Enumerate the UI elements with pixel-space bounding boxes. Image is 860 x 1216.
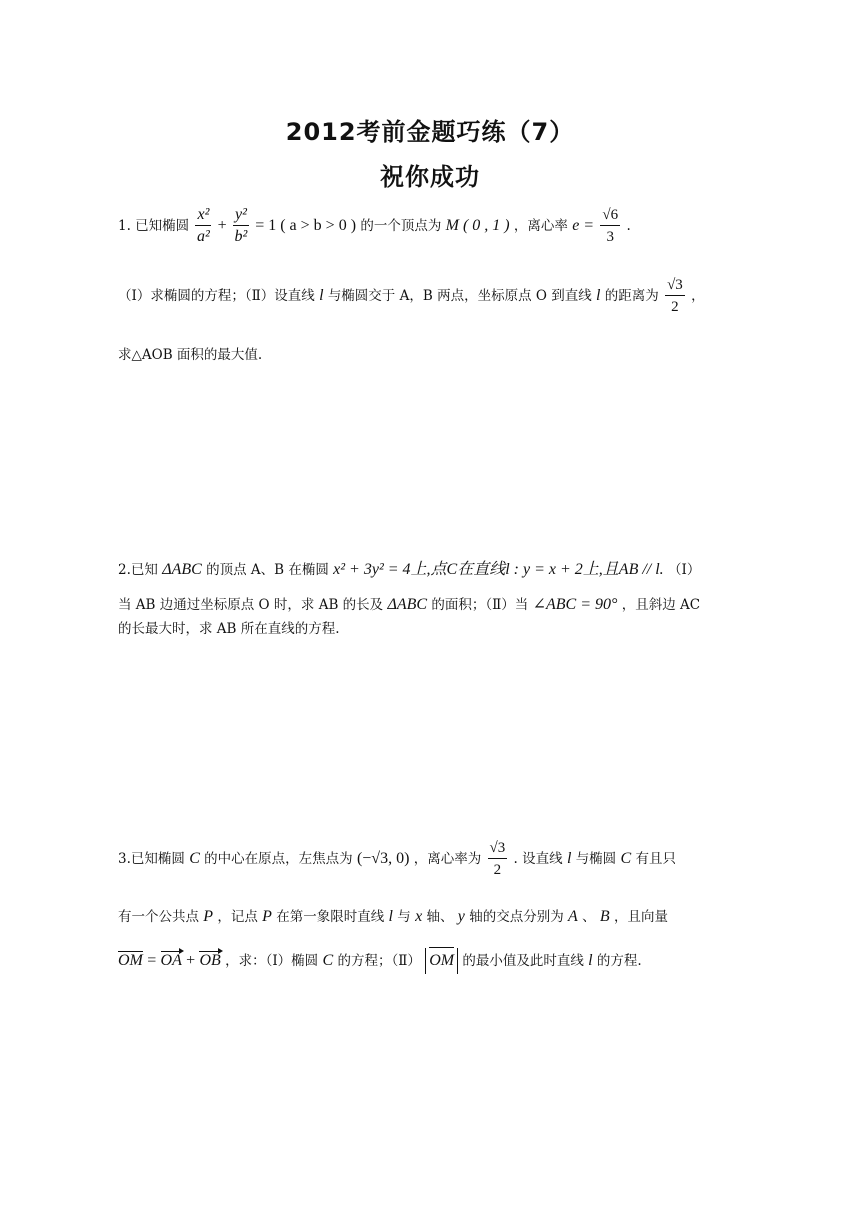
- text: 当 AB 边通过坐标原点 O 时，求 AB 的长及: [118, 597, 384, 613]
- text: 的一个顶点为: [360, 218, 442, 234]
- problem-2-line-2: [118, 593, 738, 614]
- denominator: a²: [197, 228, 210, 245]
- denominator: 2: [671, 299, 679, 315]
- text: 有一个公共点: [118, 909, 199, 925]
- text: 的距离为: [604, 288, 659, 304]
- text: 与: [397, 909, 411, 925]
- equals-sign: =: [147, 952, 157, 969]
- text: 的中心在原点，左焦点为: [204, 851, 353, 867]
- text: ，离心率为: [413, 851, 482, 867]
- text: 的最小值及此时直线: [462, 953, 584, 969]
- line-l: l: [319, 287, 324, 304]
- numerator: √3: [488, 838, 508, 859]
- angle-abc: ∠ABC = 90°: [532, 596, 618, 613]
- text: ，求：（Ⅰ）椭圆: [225, 953, 319, 969]
- vector-ob: OB: [199, 952, 221, 969]
- text: 2.已知: [118, 562, 158, 578]
- text: 的方程.: [596, 953, 642, 969]
- vector-om: OM: [429, 948, 454, 974]
- text: 的方程；（Ⅱ）: [337, 953, 421, 969]
- line-l: l: [596, 287, 601, 304]
- numerator: y²: [233, 205, 249, 226]
- triangle-abc: ΔABC: [387, 596, 428, 613]
- fraction-root3-2: [488, 838, 508, 881]
- text: 与椭圆: [575, 851, 617, 867]
- text: ，记点: [217, 909, 258, 925]
- text: 轴、: [426, 909, 454, 925]
- problem-3-line-2: [118, 905, 738, 926]
- axis-y: y: [457, 908, 465, 925]
- triangle-abc: ΔABC: [162, 561, 202, 578]
- fraction-x2-a2: [195, 205, 211, 248]
- point-p: P: [262, 908, 272, 925]
- ellipse-condition: = 1 ( a > b > 0 ): [255, 217, 357, 234]
- line-l: l: [388, 908, 393, 925]
- denominator: b²: [234, 228, 248, 245]
- problem-1-line-3: [118, 343, 738, 363]
- numerator: √6: [600, 205, 620, 226]
- text: ，且向量: [613, 909, 668, 925]
- problem-3-line-1: [118, 838, 738, 881]
- point-b: B: [599, 908, 610, 925]
- period: .: [626, 218, 631, 234]
- fraction-root6-3: [600, 205, 620, 248]
- point-p: P: [203, 908, 214, 925]
- text: ，且斜边 AC: [621, 597, 701, 613]
- axis-x: x: [415, 908, 423, 925]
- problem-1-line-1: [118, 205, 738, 248]
- text: 的顶点 A、B 在椭圆: [206, 562, 329, 578]
- page-subtitle: 祝你成功: [380, 163, 480, 191]
- ellipse-c: C: [322, 952, 334, 969]
- eccentricity-e: e =: [572, 217, 595, 234]
- text: 的长最大时，求 AB 所在直线的方程.: [118, 621, 340, 637]
- text: 与椭圆交于 A，B 两点，坐标原点 O 到直线: [327, 288, 592, 304]
- comma: ，: [691, 288, 705, 304]
- ellipse-c: C: [620, 850, 632, 867]
- denominator: 2: [493, 862, 502, 878]
- text: 1. 已知椭圆: [118, 218, 190, 234]
- fraction-root3-2: [665, 275, 685, 318]
- denominator: 3: [606, 229, 615, 245]
- text: 在第一象限时直线: [276, 909, 385, 925]
- fraction-y2-b2: [233, 205, 249, 248]
- text: 求△AOB 面积的最大值.: [118, 347, 263, 363]
- text: 的面积；（Ⅱ）当: [431, 597, 529, 613]
- vector-om: OM: [118, 952, 143, 969]
- text: . 设直线: [513, 851, 563, 867]
- problem-2-line-3: [118, 617, 738, 637]
- text: （Ⅰ）: [667, 562, 701, 578]
- ellipse-and-line-equation: x² + 3y² = 4上,点C在直线l : y = x + 2上,且AB // l.: [333, 561, 664, 578]
- plus-sign: +: [217, 217, 227, 234]
- text: （Ⅰ）求椭圆的方程；（Ⅱ）设直线: [118, 288, 315, 304]
- page-title: 2012考前金题巧练（7）: [285, 118, 575, 146]
- numerator: x²: [195, 205, 211, 226]
- problem-3-line-3: [118, 948, 738, 974]
- left-focus: (−√3, 0): [356, 850, 410, 867]
- problem-2-line-1: [118, 556, 738, 579]
- text: 轴的交点分别为: [469, 909, 564, 925]
- vector-oa: OA: [160, 952, 182, 969]
- ellipse-c: C: [189, 850, 200, 867]
- text: 3.已知椭圆: [118, 851, 185, 867]
- point-a: A: [568, 908, 578, 925]
- line-l: l: [566, 850, 572, 867]
- numerator: √3: [665, 275, 685, 296]
- line-l: l: [588, 952, 593, 969]
- vertex-m: M ( 0 , 1 ): [445, 217, 510, 234]
- text: 有且只: [635, 851, 676, 867]
- text: ，离心率: [513, 218, 568, 234]
- text: 、: [582, 909, 596, 925]
- abs-om: [425, 948, 458, 974]
- plus-sign: +: [186, 952, 196, 969]
- problem-1-line-2: [118, 275, 738, 318]
